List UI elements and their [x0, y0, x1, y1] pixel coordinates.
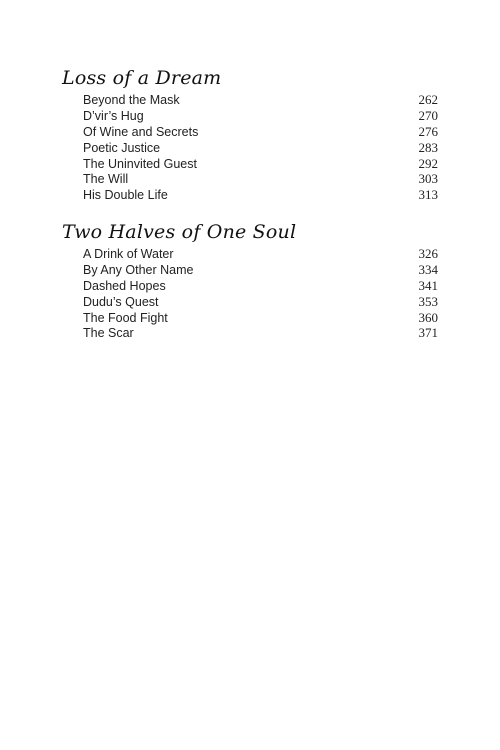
entry-title: Dashed Hopes: [83, 278, 166, 293]
section-title: Two Halves of One Soul: [62, 221, 297, 243]
entry-page-number: 292: [418, 155, 438, 171]
toc-entry-list: [62, 92, 438, 203]
entry-title: The Will: [83, 172, 129, 187]
entry-title: The Scar: [83, 326, 134, 341]
entry-page-number: 283: [418, 139, 438, 155]
toc-entry[interactable]: [62, 108, 438, 124]
toc-entry[interactable]: [62, 187, 438, 203]
toc-entry[interactable]: [62, 278, 438, 294]
entry-title: Poetic Justice: [83, 140, 161, 155]
entry-title: Dudu’s Quest: [83, 294, 159, 309]
entry-title: His Double Life: [83, 188, 168, 203]
entry-title: A Drink of Water: [83, 247, 174, 261]
toc-entry[interactable]: [62, 171, 438, 187]
entry-page-number: 313: [418, 187, 438, 203]
entry-page-number: 262: [418, 92, 438, 107]
toc-entry[interactable]: [62, 140, 438, 156]
entry-title: By Any Other Name: [83, 262, 194, 277]
entry-page-number: 326: [418, 246, 438, 261]
entry-title: D’vir’s Hug: [83, 108, 144, 123]
toc-section-loss-of-a-dream: [62, 66, 438, 203]
entry-title: Of Wine and Secrets: [83, 124, 199, 139]
toc-entry[interactable]: [62, 92, 438, 108]
toc-entry[interactable]: [62, 156, 438, 172]
toc-entry-list: [62, 246, 438, 341]
entry-page-number: 341: [418, 277, 438, 293]
section-title: Loss of a Dream: [62, 67, 222, 89]
toc-entry[interactable]: [62, 124, 438, 140]
entry-page-number: 353: [418, 293, 438, 309]
toc-entry[interactable]: [62, 294, 438, 310]
entry-page-number: 371: [418, 325, 438, 341]
toc-entry[interactable]: [62, 246, 438, 262]
toc-entry[interactable]: [62, 325, 438, 341]
entry-title: The Food Fight: [83, 310, 168, 325]
entry-page-number: 276: [418, 123, 438, 139]
entry-page-number: 270: [418, 107, 438, 123]
toc-entry[interactable]: [62, 262, 438, 278]
entry-page-number: 360: [418, 309, 438, 325]
entry-page-number: 303: [418, 171, 438, 187]
toc-section-two-halves-of-one-soul: [62, 220, 438, 341]
entry-title: Beyond the Mask: [83, 93, 180, 107]
entry-page-number: 334: [418, 261, 438, 277]
entry-title: The Uninvited Guest: [83, 156, 197, 171]
toc-entry[interactable]: [62, 310, 438, 326]
